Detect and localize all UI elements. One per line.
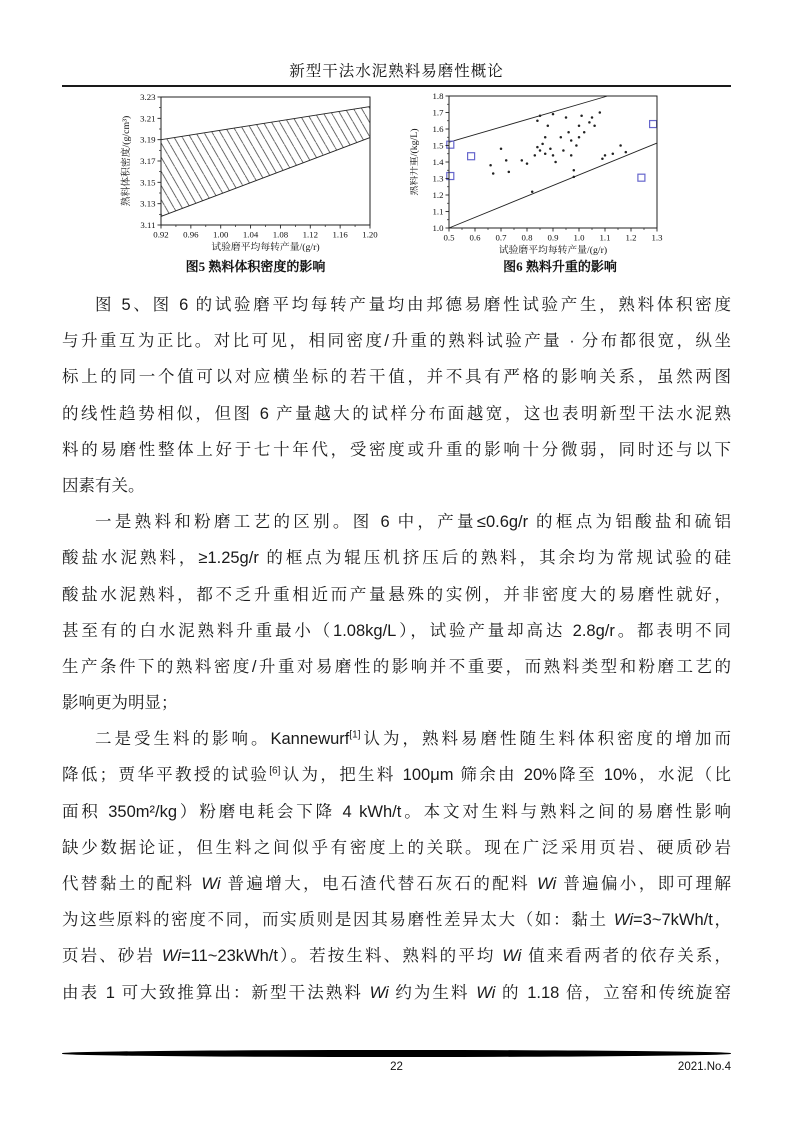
- svg-text:3.15: 3.15: [140, 177, 156, 188]
- svg-text:3.17: 3.17: [140, 156, 156, 166]
- svg-text:0.6: 0.6: [469, 232, 481, 243]
- svg-text:1.16: 1.16: [332, 229, 348, 240]
- svg-text:1.3: 1.3: [432, 173, 444, 184]
- figure-5: [113, 88, 398, 258]
- svg-text:1.5: 1.5: [432, 140, 444, 151]
- figure6-caption: 图6 熟料升重的影响: [503, 259, 617, 274]
- svg-text:3.23: 3.23: [140, 92, 156, 102]
- svg-text:1.3: 1.3: [651, 232, 663, 243]
- text-line: 的线性趋势相似，但图 6 产量越大的试样分布面越宽，这也表明新型干法水泥熟: [62, 404, 731, 423]
- figure-6: [410, 86, 710, 262]
- svg-text:3.21: 3.21: [140, 113, 156, 124]
- svg-text:3.19: 3.19: [140, 134, 156, 145]
- text-line: 与升重互为正比。对比可见，相同密度/升重的熟料试验产量 · 分布都很宽，纵坐: [62, 332, 731, 351]
- figure6-chart-svg: [410, 86, 710, 262]
- svg-text:0.5: 0.5: [443, 232, 455, 243]
- text-line: 缺少数据论证，但生料之间似乎有密度上的关联。现在广泛采用页岩、硬质砂岩: [62, 838, 731, 857]
- text-line: 料的易磨性整体上好于七十年代，受密度或升重的影响十分微弱，同时还与以下: [62, 440, 731, 459]
- svg-text:1.0: 1.0: [432, 223, 444, 233]
- svg-text:1.04: 1.04: [242, 229, 259, 240]
- svg-text:试验磨平均每转产量/(g/r): 试验磨平均每转产量/(g/r): [211, 242, 320, 253]
- text-line: 因素有关。: [62, 476, 145, 495]
- text-line: 酸盐水泥熟料，≥1.25g/r 的框点为辊压机挤压后的熟料，其余均为常规试验的硅: [62, 549, 731, 568]
- svg-text:3.11: 3.11: [140, 220, 156, 230]
- page-header-title: 新型干法水泥熟料易磨性概论: [289, 63, 504, 80]
- text-line: 降低；贾华平教授的试验[6]认为，把生料 100μm 筛余由 20%降至 10%，水泥（比: [62, 765, 731, 785]
- svg-text:1.00: 1.00: [213, 229, 229, 240]
- page-number: 22: [390, 1061, 403, 1073]
- svg-text:0.8: 0.8: [521, 232, 533, 243]
- text-line: 图 5、图 6 的试验磨平均每转产量均由邦德易磨性试验产生，熟料体积密度: [95, 296, 731, 314]
- body-text: [62, 287, 731, 1011]
- text-line: 甚至有的白水泥熟料升重最小（1.08kg/L），试验产量却高达 2.8g/r。都表明不同: [62, 621, 731, 640]
- svg-text:1.12: 1.12: [302, 229, 318, 240]
- text-line: 标上的同一个值可以对应横坐标的若干值，并不具有严格的影响关系，虽然两图: [62, 368, 731, 387]
- text-line: 面积 350m²/kg）粉磨电耗会下降 4 kWh/t。本文对生料与熟料之间的易磨性影响: [62, 802, 731, 821]
- svg-text:1.08: 1.08: [272, 229, 289, 240]
- svg-text:1.1: 1.1: [432, 206, 444, 217]
- text-line: 页岩、砂岩 Wi=11~23kWh/t）。若按生料、熟料的平均 Wi 值来看两者的依存关系，: [62, 947, 731, 966]
- text-line: 二是受生料的影响。Kannewurf[1]认为，熟料易磨性随生料体积密度的增加而: [95, 729, 731, 749]
- text-line: 一是熟料和粉磨工艺的区别。图 6 中，产量≤0.6g/r 的框点为铝酸盐和硫铝: [95, 513, 731, 532]
- issue-label: 2021.No.4: [677, 1061, 731, 1073]
- svg-text:0.7: 0.7: [495, 232, 507, 243]
- svg-text:1.2: 1.2: [625, 232, 637, 243]
- svg-text:1.4: 1.4: [432, 157, 444, 167]
- svg-text:3.13: 3.13: [140, 198, 156, 209]
- svg-text:1.1: 1.1: [599, 232, 611, 243]
- svg-text:熟料升重/(kg/L): 熟料升重/(kg/L): [410, 128, 420, 196]
- footer-rule: [62, 1050, 731, 1057]
- svg-text:1.0: 1.0: [573, 232, 585, 243]
- text-line: 为这些原料的密度不同，而实质则是因其易磨性差异太大（如：黏土 Wi=3~7kWh/t，: [62, 911, 731, 930]
- svg-text:1.6: 1.6: [432, 124, 444, 134]
- svg-text:1.8: 1.8: [432, 91, 444, 101]
- figure5-caption: 图5 熟料体积密度的影响: [185, 259, 326, 274]
- svg-text:1.7: 1.7: [432, 107, 444, 118]
- svg-text:试验磨平均每转产量/(g/r): 试验磨平均每转产量/(g/r): [498, 245, 608, 256]
- svg-text:1.2: 1.2: [432, 190, 444, 200]
- text-line: 由表 1 可大致推算出：新型干法熟料 Wi 约为生料 Wi 的 1.18 倍，立窑和传统旋窑: [62, 983, 731, 1002]
- svg-text:0.92: 0.92: [153, 229, 169, 240]
- svg-text:0.96: 0.96: [183, 229, 199, 240]
- text-line: 代替黏土的配料 Wi 普遍增大，电石渣代替石灰石的配料 Wi 普遍偏小，即可理解: [62, 875, 731, 893]
- figure5-chart-svg: [113, 88, 398, 258]
- svg-text:1.20: 1.20: [362, 229, 378, 240]
- svg-text:熟料体积密度/(g/cm³): 熟料体积密度/(g/cm³): [121, 115, 132, 207]
- text-line: 影响更为明显；: [62, 694, 178, 713]
- text-line: 生产条件下的熟料密度/升重对易磨性的影响并不重要，而熟料类型和粉磨工艺的: [62, 657, 731, 676]
- text-line: 酸盐水泥熟料，都不乏升重相近而产量悬殊的实例，并非密度大的易磨性就好，: [62, 585, 731, 604]
- svg-text:0.9: 0.9: [547, 232, 559, 243]
